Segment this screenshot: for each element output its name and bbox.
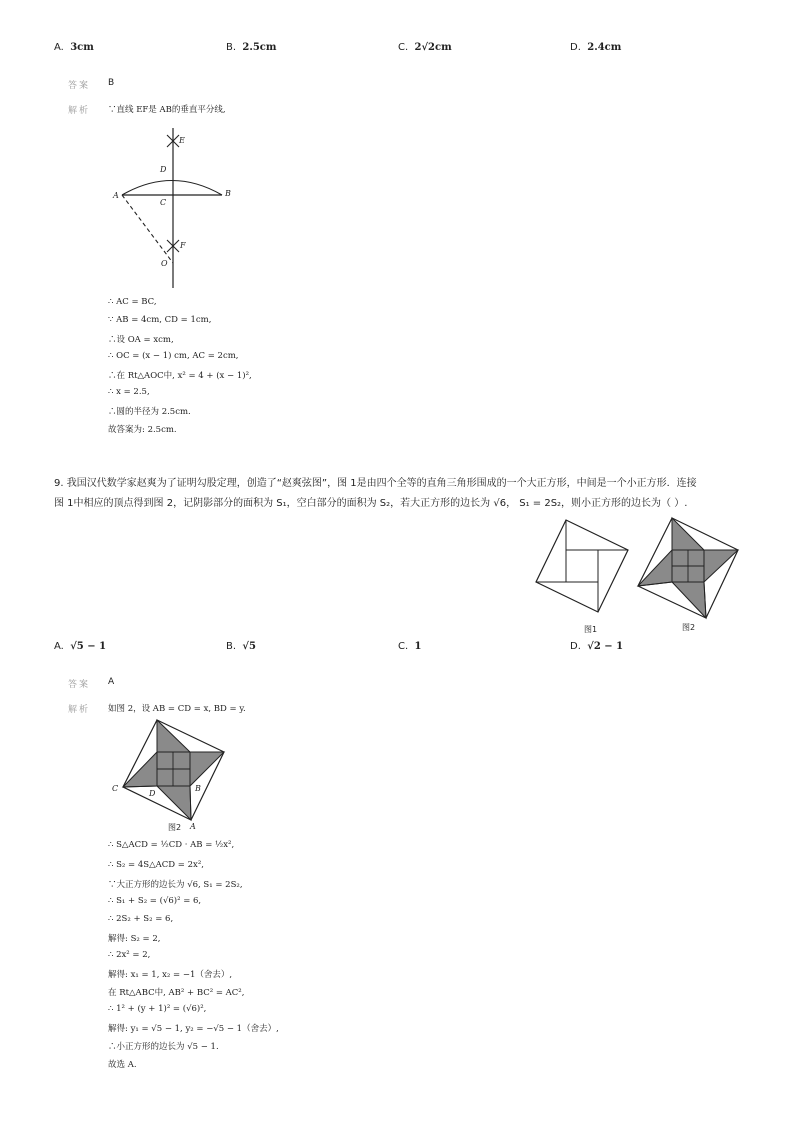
q9-step: ∴ 2x² = 2, <box>108 950 151 960</box>
q9-answer: A <box>108 677 115 687</box>
q8-step: ∴圆的半径为 2.5cm. <box>108 407 191 417</box>
label-a: A <box>113 191 119 200</box>
q9-step: 解得: S₂ = 2, <box>108 934 161 944</box>
q8-answer-tag: 答案 <box>68 81 91 91</box>
fig2-caption: 图2 <box>682 623 696 632</box>
q8-step: ∴ AC = BC, <box>108 297 157 307</box>
q8-option-d: D. 2.4cm <box>570 42 622 53</box>
q9-step: ∵大正方形的边长为 √6, S₁ = 2S₂, <box>108 880 243 890</box>
q9-step: 解得: x₁ = 1, x₂ = −1（舍去）, <box>108 970 233 980</box>
label-b: B <box>225 189 231 198</box>
label-c: C <box>160 198 167 207</box>
q9-option-c: C. 1 <box>398 641 422 652</box>
q8-step: 故答案为: 2.5cm. <box>108 425 177 435</box>
analysis-fig-caption: 图2 <box>168 823 182 832</box>
label-c: C <box>112 784 119 793</box>
label-a: A <box>190 822 196 831</box>
q9-step: 解得: y₁ = √5 − 1, y₂ = −√5 − 1（舍去）, <box>108 1024 279 1034</box>
q8-analysis-tag: 解析 <box>68 106 91 116</box>
label-d: D <box>160 165 167 174</box>
label-o: O <box>161 259 168 268</box>
q9-step: ∴小正方形的边长为 √5 − 1. <box>108 1042 219 1052</box>
q8-option-a: A. 3cm <box>54 42 94 53</box>
q9-step: ∴ 1² + (y + 1)² = (√6)², <box>108 1004 207 1014</box>
q9-stem-line1: 9. 我国汉代数学家赵爽为了证明勾股定理，创造了“赵爽弦图”，图 1是由四个全等的直角三角形围成的一个大正方形，中间是一个小正方形．连接 <box>54 478 697 489</box>
q9-step: ∴ S△ACD = ½CD · AB = ½x², <box>108 840 235 850</box>
q8-step: ∴设 OA = xcm, <box>108 335 174 345</box>
q8-option-b: B. 2.5cm <box>226 42 277 53</box>
q8-step: ∴在 Rt△AOC中, x² = 4 + (x − 1)², <box>108 371 252 381</box>
q8-option-c: C. 2√2cm <box>398 42 452 53</box>
q9-stem-line2: 图 1中相应的顶点得到图 2，记阴影部分的面积为 S₁，空白部分的面积为 S₂，若大正方形的边长为 √6， S₁ = 2S₂，则小正方形的边长为（ ）. <box>54 498 688 509</box>
q9-option-d: D. √2 − 1 <box>570 641 624 652</box>
q9-step: 在 Rt△ABC中, AB² + BC² = AC², <box>108 988 245 998</box>
fig1-caption: 图1 <box>584 625 598 634</box>
label-b: B <box>195 784 201 793</box>
q8-answer: B <box>108 78 115 88</box>
q9-answer-tag: 答案 <box>68 680 91 690</box>
q8-step: ∴ x = 2.5, <box>108 387 150 397</box>
q9-step: ∴ 2S₂ + S₂ = 6, <box>108 914 174 924</box>
q9-option-a: A. √5 − 1 <box>54 641 107 652</box>
q9-option-b: B. √5 <box>226 641 256 652</box>
q9-step: ∴ S₂ = 4S△ACD = 2x², <box>108 860 204 870</box>
q9-step: ∴ S₁ + S₂ = (√6)² = 6, <box>108 896 202 906</box>
label-e: E <box>179 136 185 145</box>
q8-analysis-intro: ∵直线 EF是 AB的垂直平分线, <box>108 105 226 115</box>
q9-analysis-tag: 解析 <box>68 705 91 715</box>
q8-step: ∴ OC = (x − 1) cm, AC = 2cm, <box>108 351 239 361</box>
q9-analysis-intro: 如图 2，设 AB = CD = x, BD = y. <box>108 704 246 714</box>
q9-step: 故选 A. <box>108 1060 137 1070</box>
label-d: D <box>149 789 156 798</box>
label-f: F <box>180 241 186 250</box>
q8-step: ∵ AB = 4cm, CD = 1cm, <box>108 315 212 325</box>
